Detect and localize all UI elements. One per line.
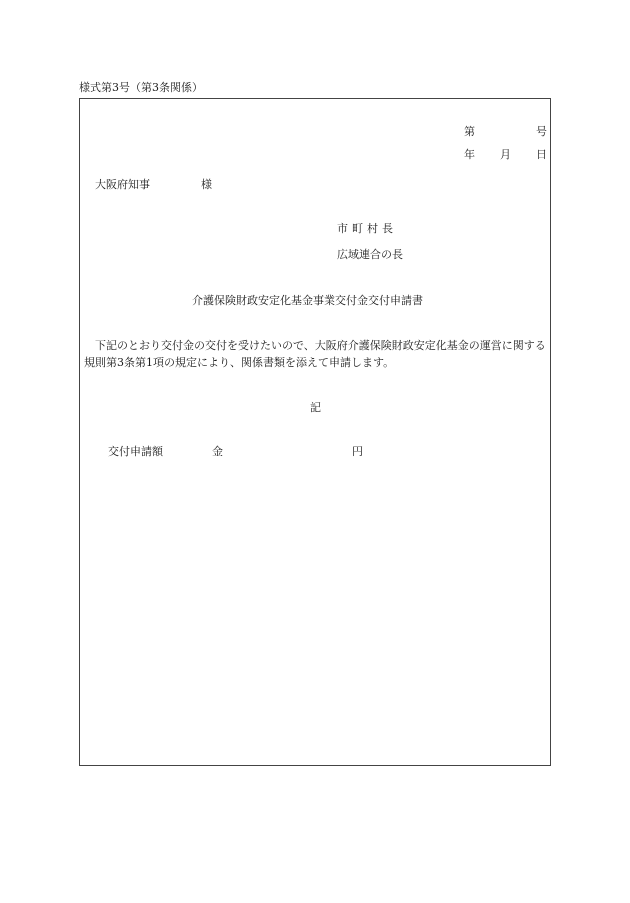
- form-label: 様式第3号（第3条関係）: [79, 81, 203, 94]
- addressee-honorific: 様: [201, 178, 212, 191]
- date-year: 年: [464, 148, 475, 161]
- document-title: 介護保険財政安定化基金事業交付金交付申請書: [192, 294, 423, 307]
- form-frame: [79, 98, 551, 766]
- amount-yen: 円: [352, 445, 363, 458]
- date-day: 日: [536, 148, 547, 161]
- ki-heading: 記: [310, 401, 321, 414]
- date-month: 月: [500, 148, 511, 161]
- addressee-name: 大阪府知事: [95, 178, 150, 191]
- number-go: 号: [536, 125, 547, 138]
- sender-mayor: 市町村長: [337, 222, 397, 235]
- amount-label: 交付申請額: [108, 445, 163, 458]
- number-dai: 第: [464, 125, 475, 138]
- amount-kin: 金: [212, 445, 223, 458]
- body-paragraph: 下記のとおり交付金の交付を受けたいので、大阪府介護保険財政安定化基金の運営に関する規則第3条第1項の規定により、関係書類を添えて申請します。: [84, 339, 546, 369]
- sender-union-head: 広域連合の長: [337, 248, 403, 261]
